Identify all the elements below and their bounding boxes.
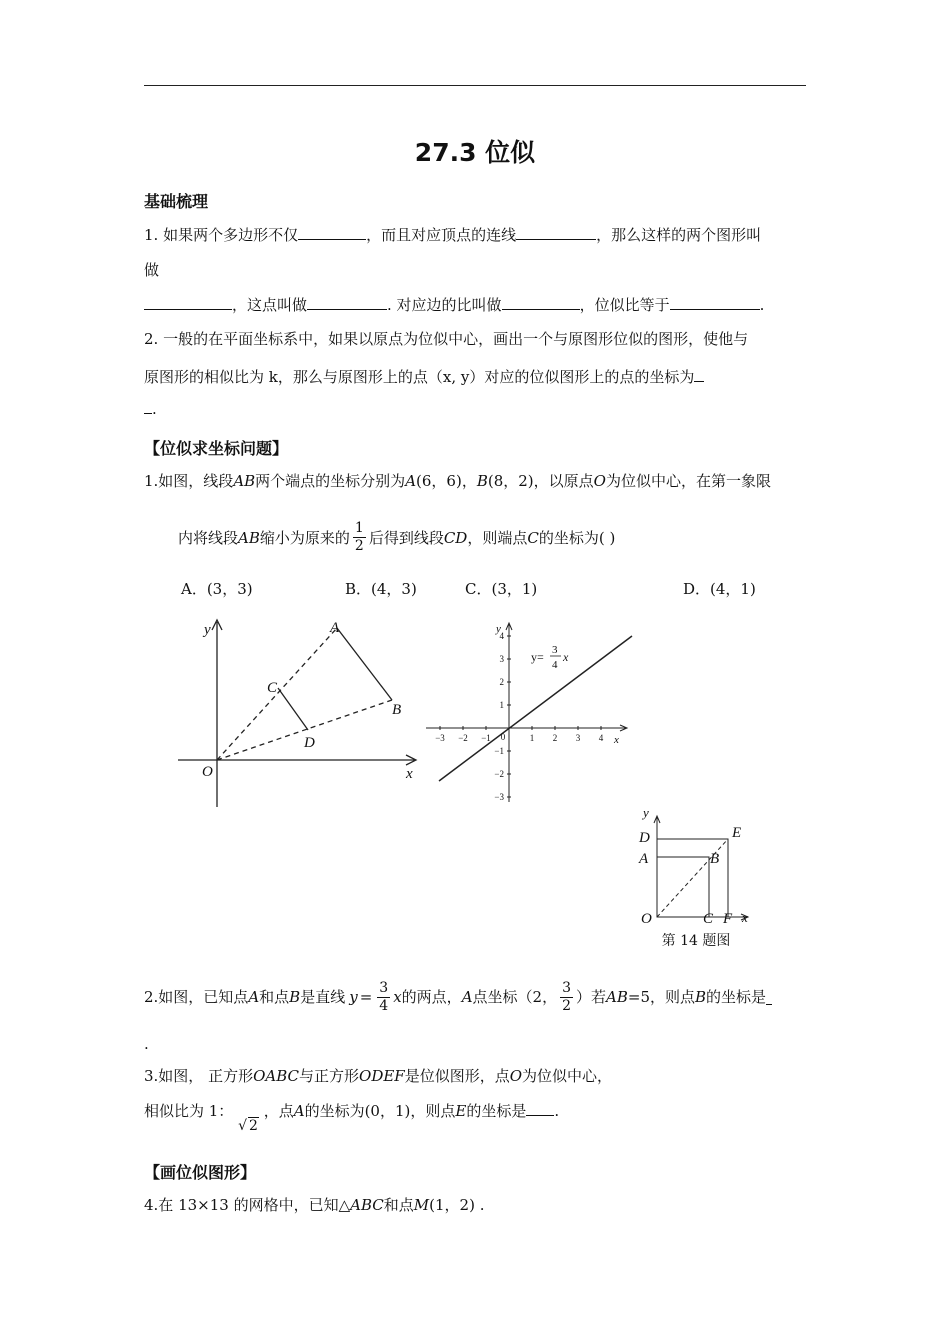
basic-q2-line3: . — [144, 398, 157, 419]
equation-label — [531, 644, 569, 671]
x-tick-label: 3 — [575, 733, 581, 743]
label-x: x — [742, 910, 748, 925]
option-d[interactable]: D．(4，1) — [683, 580, 756, 598]
label-b: B — [392, 702, 402, 718]
label-o: O — [202, 764, 213, 780]
header-rule — [144, 85, 806, 86]
section-draw-heading: 【画位似图形】 — [144, 1163, 257, 1182]
ray-ob — [217, 700, 392, 760]
problem4-line1: 4.在 13×13 的网格中，已知△ABC和点M(1，2) . — [144, 1196, 485, 1214]
y-tick-label: −1 — [494, 746, 504, 756]
y-tick-label: 2 — [499, 677, 504, 687]
section-basic-heading: 基础梳理 — [144, 192, 209, 211]
square-oabc — [657, 857, 709, 917]
label-x: x — [614, 734, 619, 746]
label-y: y — [643, 805, 649, 820]
y-tick-label: −3 — [494, 792, 504, 802]
problem3-line2: 相似比为 1： √ 2 ，点A的坐标为(0，1)，则点E的坐标是 . — [144, 1102, 560, 1134]
svg-text:x: x — [563, 650, 569, 664]
basic-q1-line3: ，这点叫做 . 对应边的比叫做 ，位似比等于 . — [144, 294, 764, 315]
figure-caption: 第 14 题图 — [661, 933, 731, 949]
label-f: F — [723, 911, 733, 927]
fraction-three-fourths: $\frac{3}{4}$ — [379, 979, 389, 1014]
label-y: y — [496, 623, 501, 635]
option-b[interactable]: B．(4，3) — [345, 580, 417, 598]
label-e: E — [732, 825, 742, 841]
svg-text:3: 3 — [552, 644, 558, 656]
x-tick-label: 1 — [529, 733, 535, 743]
problem3-line1: 3.如图， 正方形OABC与正方形ODEF是位似图形，点O为位似中心， — [144, 1067, 613, 1085]
svg-text:y=: y= — [531, 650, 544, 664]
basic-q2-line2: 原图形的相似比为 k，那么与原图形上的点（x, y）对应的位似图形上的点的坐标为 — [144, 366, 704, 387]
label-b: B — [710, 851, 720, 867]
x-tick-label: −3 — [435, 733, 445, 743]
label-o: O — [641, 911, 652, 927]
x-tick-label: 4 — [598, 733, 604, 743]
y-tick-label: 1 — [499, 700, 504, 710]
segment-ab — [337, 628, 392, 700]
sqrt-two: √ 2 — [238, 1118, 258, 1134]
basic-q2-line1: 2. 一般的在平面坐标系中，如果以原点为位似中心，画出一个与原图形位似的图形，使他与 — [144, 330, 749, 348]
option-a[interactable]: A．(3，3) — [181, 580, 253, 598]
x-tick-label: 2 — [552, 733, 558, 743]
y-tick-label: −2 — [494, 769, 504, 779]
option-c[interactable]: C．(3，1) — [465, 580, 538, 598]
fraction-one-half: $\frac{1}{2}$ — [354, 520, 364, 554]
section-coord-heading: 【位似求坐标问题】 — [144, 439, 289, 458]
y-tick-label: 4 — [499, 631, 504, 641]
label-d: D — [304, 735, 315, 751]
problem1-line2: 内将线段 AB 缩小为原来的 $\frac{1}{2}$ 后得到线段 CD ，则端点 C 的坐标为( ) — [178, 520, 616, 554]
basic-q1-line2: 做 — [144, 261, 160, 279]
label-x: x — [406, 766, 413, 782]
label-a: A — [330, 620, 340, 636]
problem2-line1: 2.如图，已知点 A 和点 B 是直线 y = $\frac{3}{4}$ x 的两点， A 点坐标（2， $\frac{3}{2}$ ）若 AB =5，则点 B 的坐标是 — [144, 972, 772, 1022]
figure-line-graph — [422, 618, 640, 806]
basic-q1-line1: 1. 如果两个多边形不仅 ，而且对应顶点的连线 ，那么这样的两个图形叫 — [144, 226, 762, 244]
page-title: 27.3 位似 — [414, 138, 536, 167]
problem2-line2: . — [144, 1035, 149, 1053]
y-tick-label: 3 — [499, 654, 504, 664]
problem1-line1: 1.如图，线段AB两个端点的坐标分别为A(6，6)，B(8，2)，以原点O为位似中心，在第一象限 — [144, 472, 771, 490]
x-tick-label: −1 — [481, 733, 491, 743]
figure-squares — [632, 805, 762, 955]
label-c: C — [703, 911, 714, 927]
label-y: y — [204, 622, 211, 638]
origin-label: 0 — [500, 732, 506, 742]
fraction-three-halves: $\frac{3}{2}$ — [562, 979, 571, 1014]
svg-text:4: 4 — [552, 659, 558, 671]
figure-segment-ab — [170, 612, 430, 812]
label-c: C — [267, 680, 278, 696]
segment-cd — [278, 688, 308, 730]
label-d: D — [639, 830, 650, 846]
x-tick-label: −2 — [458, 733, 468, 743]
label-a: A — [639, 851, 649, 867]
